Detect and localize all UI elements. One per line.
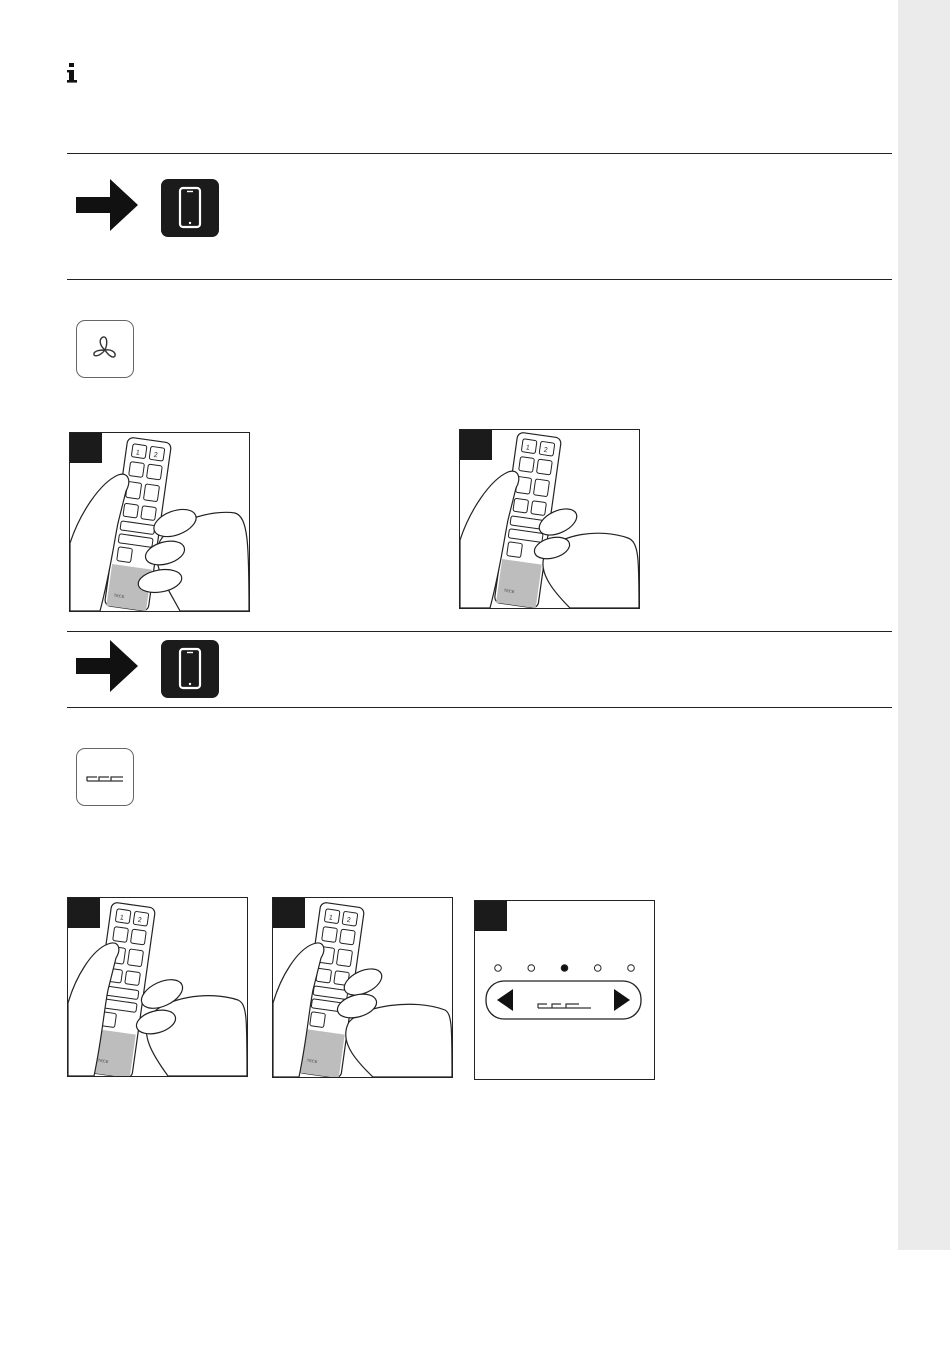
level-indicator-dots bbox=[495, 965, 635, 972]
svg-text:1: 1 bbox=[328, 914, 334, 922]
display-panel-illustration bbox=[474, 900, 655, 1080]
smartphone-tile bbox=[161, 640, 219, 698]
level-dot bbox=[628, 965, 635, 972]
svg-text:TECE: TECE bbox=[113, 592, 125, 600]
step-number-badge bbox=[460, 430, 492, 460]
arrow-right-icon bbox=[76, 640, 142, 692]
side-margin-strip bbox=[898, 0, 950, 1250]
svg-text:TECE: TECE bbox=[306, 1057, 318, 1065]
level-dot bbox=[528, 965, 535, 972]
step-illustration bbox=[67, 897, 248, 1077]
smartphone-tile bbox=[161, 179, 219, 237]
seat-level-mode-tile bbox=[76, 748, 134, 806]
level-dot bbox=[594, 965, 601, 972]
step-illustration bbox=[459, 429, 640, 609]
step-number-badge bbox=[475, 901, 507, 931]
section-divider bbox=[67, 631, 892, 632]
fan-icon bbox=[77, 321, 133, 377]
level-dot bbox=[495, 965, 502, 972]
svg-text:TECE: TECE bbox=[503, 587, 515, 595]
fan-mode-tile bbox=[76, 320, 134, 378]
step-illustration bbox=[272, 897, 453, 1078]
info-icon bbox=[66, 63, 78, 83]
seat-level-icon bbox=[77, 749, 133, 805]
svg-text:1: 1 bbox=[135, 449, 141, 457]
svg-text:2: 2 bbox=[543, 446, 549, 455]
level-dot bbox=[561, 965, 568, 972]
svg-text:TECE: TECE bbox=[97, 1057, 109, 1065]
arrow-right-icon bbox=[76, 179, 142, 231]
section-divider bbox=[67, 279, 892, 280]
step-number-badge bbox=[273, 898, 305, 928]
smartphone-icon bbox=[161, 640, 219, 698]
step-number-badge bbox=[68, 898, 100, 928]
step-illustration bbox=[69, 432, 250, 612]
svg-text:2: 2 bbox=[137, 916, 143, 925]
svg-text:1: 1 bbox=[525, 444, 531, 452]
smartphone-icon bbox=[161, 179, 219, 237]
svg-text:1: 1 bbox=[119, 914, 125, 922]
section-divider bbox=[67, 707, 892, 708]
section-divider bbox=[67, 153, 892, 154]
step-number-badge bbox=[70, 433, 102, 463]
svg-text:2: 2 bbox=[153, 451, 159, 460]
svg-text:2: 2 bbox=[346, 916, 352, 925]
